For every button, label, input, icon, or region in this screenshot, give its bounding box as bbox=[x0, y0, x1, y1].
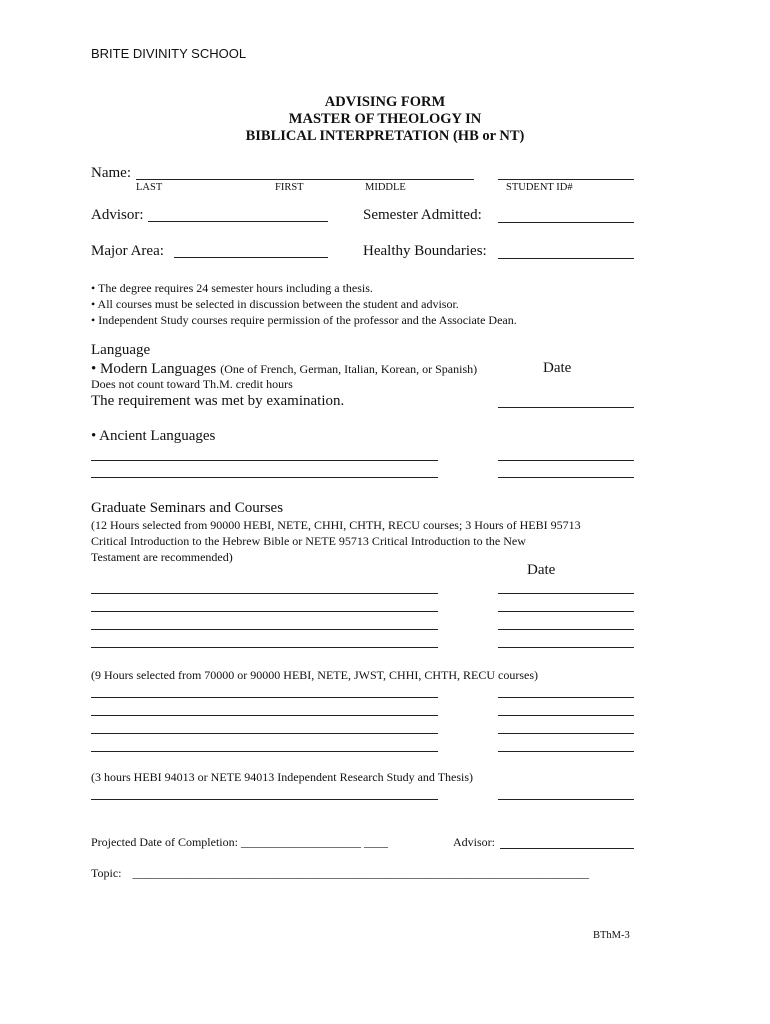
ancient-languages-label: • Ancient Languages bbox=[91, 428, 216, 444]
student-id-field[interactable] bbox=[498, 179, 634, 180]
healthy-boundaries-label: Healthy Boundaries: bbox=[363, 243, 487, 259]
form-title bbox=[185, 94, 585, 145]
elective-course-field[interactable] bbox=[91, 697, 438, 698]
advisor-label: Advisor: bbox=[91, 207, 144, 223]
name-label: Name: bbox=[91, 165, 131, 181]
elective-date-field[interactable] bbox=[498, 697, 634, 698]
note-item: • The degree requires 24 semester hours including a thesis. bbox=[91, 281, 373, 295]
footer-advisor-field[interactable] bbox=[500, 848, 634, 849]
seminars-note-line: Critical Introduction to the Hebrew Bible or NETE 95713 Critical Introduction to the New bbox=[91, 534, 526, 548]
elective-date-field[interactable] bbox=[498, 733, 634, 734]
title-line-3: BIBLICAL INTERPRETATION (HB or NT) bbox=[245, 128, 525, 144]
requirements-notes bbox=[91, 280, 517, 328]
ancient-language-course-field[interactable] bbox=[91, 477, 438, 478]
thesis-date-field[interactable] bbox=[498, 799, 634, 800]
credit-note: Does not count toward Th.M. credit hours bbox=[91, 377, 293, 391]
ancient-language-date-field[interactable] bbox=[498, 460, 634, 461]
elective-course-field[interactable] bbox=[91, 733, 438, 734]
title-line-1: ADVISING FORM bbox=[324, 94, 446, 110]
ancient-language-date-field[interactable] bbox=[498, 477, 634, 478]
note-item: • All courses must be selected in discussion between the student and advisor. bbox=[91, 297, 459, 311]
semester-admitted-field[interactable] bbox=[498, 222, 634, 223]
first-caption: FIRST bbox=[275, 182, 304, 193]
seminars-date-label: Date bbox=[527, 562, 556, 578]
semester-admitted-label: Semester Admitted: bbox=[363, 207, 482, 223]
seminar-course-field[interactable] bbox=[91, 611, 438, 612]
topic-row bbox=[91, 866, 589, 881]
seminar-date-field[interactable] bbox=[498, 611, 634, 612]
seminar-course-field[interactable] bbox=[91, 593, 438, 594]
three-hours-note: (3 hours HEBI 94013 or NETE 94013 Independent Research Study and Thesis) bbox=[91, 770, 474, 784]
student-id-caption: STUDENT ID# bbox=[506, 182, 573, 193]
elective-course-field[interactable] bbox=[91, 715, 438, 716]
name-field[interactable] bbox=[136, 179, 474, 180]
last-caption: LAST bbox=[136, 182, 163, 193]
form-code: BThM-3 bbox=[593, 930, 630, 941]
modern-languages-label: • Modern Languages bbox=[91, 361, 217, 377]
language-date-label: Date bbox=[543, 360, 572, 376]
language-heading: Language bbox=[91, 342, 151, 358]
seminar-course-field[interactable] bbox=[91, 629, 438, 630]
completion-row bbox=[91, 835, 388, 850]
seminars-note bbox=[91, 517, 581, 565]
seminars-note-line: (12 Hours selected from 90000 HEBI, NETE, CHHI, CHTH, RECU courses; 3 Hours of HEBI 95713 bbox=[91, 518, 581, 532]
footer-advisor-label: Advisor: bbox=[453, 835, 495, 849]
elective-course-field[interactable] bbox=[91, 751, 438, 752]
note-item: • Independent Study courses require permission of the professor and the Associate Dean. bbox=[91, 313, 517, 327]
healthy-boundaries-field[interactable] bbox=[498, 258, 634, 259]
thesis-course-field[interactable] bbox=[91, 799, 438, 800]
seminar-date-field[interactable] bbox=[498, 647, 634, 648]
seminar-date-field[interactable] bbox=[498, 629, 634, 630]
elective-date-field[interactable] bbox=[498, 751, 634, 752]
topic-field[interactable]: ______________________________________________________________________________ bbox=[132, 866, 589, 880]
seminars-heading: Graduate Seminars and Courses bbox=[91, 500, 284, 516]
exam-date-field[interactable] bbox=[498, 407, 634, 408]
completion-label: Projected Date of Completion: bbox=[91, 835, 238, 849]
middle-caption: MIDDLE bbox=[365, 182, 406, 193]
modern-languages-row bbox=[91, 360, 477, 378]
nine-hours-note: (9 Hours selected from 70000 or 90000 HEBI, NETE, JWST, CHHI, CHTH, RECU courses) bbox=[91, 668, 539, 682]
topic-label: Topic: bbox=[91, 866, 122, 880]
modern-languages-note: (One of French, German, Italian, Korean, or Spanish) bbox=[220, 362, 478, 376]
advisor-field[interactable] bbox=[148, 221, 328, 222]
title-line-2: MASTER OF THEOLOGY IN bbox=[288, 111, 482, 127]
ancient-language-course-field[interactable] bbox=[91, 460, 438, 461]
seminar-course-field[interactable] bbox=[91, 647, 438, 648]
exam-statement: The requirement was met by examination. bbox=[91, 393, 345, 409]
seminars-note-line: Testament are recommended) bbox=[91, 550, 233, 564]
completion-date-field[interactable]: ____________________ ____ bbox=[240, 835, 388, 849]
major-area-label: Major Area: bbox=[91, 243, 164, 259]
major-area-field[interactable] bbox=[174, 257, 328, 258]
seminar-date-field[interactable] bbox=[498, 593, 634, 594]
school-name: BRITE DIVINITY SCHOOL bbox=[91, 46, 247, 61]
elective-date-field[interactable] bbox=[498, 715, 634, 716]
